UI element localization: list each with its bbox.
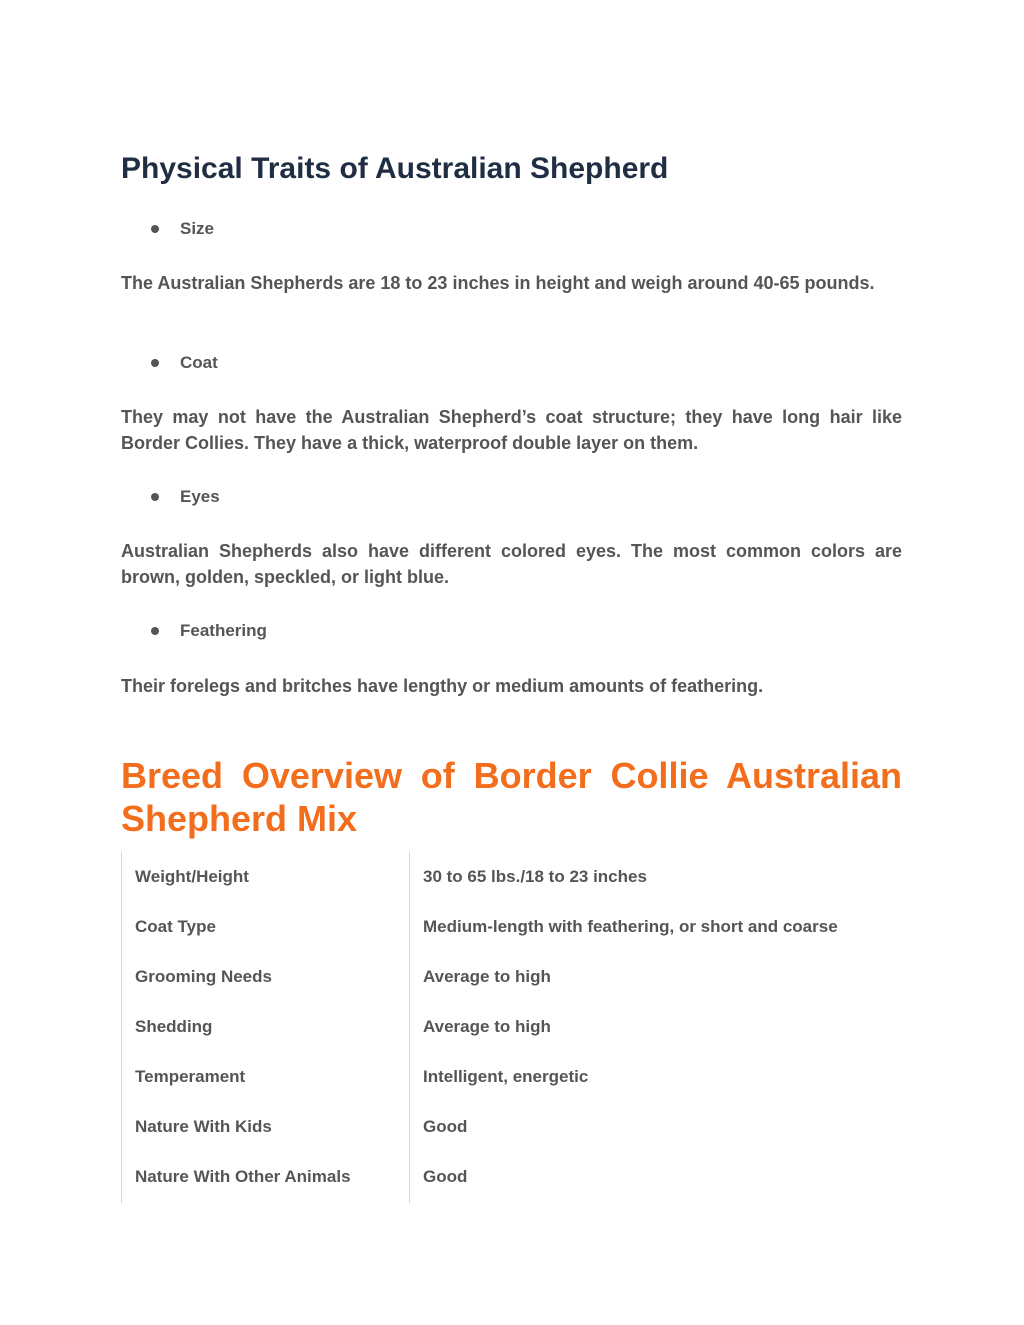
- bullet-coat: [151, 353, 218, 373]
- breed-overview-table: [121, 852, 902, 1203]
- bullet-eyes: [151, 487, 220, 507]
- table-row: [121, 902, 902, 952]
- feathering-paragraph: Their forelegs and britches have lengthy or medium amounts of feathering.: [121, 676, 764, 696]
- table-key: Shedding: [135, 1017, 213, 1036]
- bullet-dot-icon: [151, 627, 159, 635]
- table-key: Weight/Height: [135, 867, 249, 886]
- bullet-label: Size: [180, 219, 215, 238]
- table-value: Good: [423, 1117, 468, 1136]
- physical-traits-heading: Physical Traits of Australian Shepherd: [121, 152, 669, 185]
- table-value: Medium-length with feathering, or short and coarse: [423, 917, 838, 936]
- breed-overview-heading: Breed Overview of Border Collie Australian Shepherd Mix: [121, 755, 902, 839]
- table-value: Good: [423, 1167, 468, 1186]
- size-paragraph: The Australian Shepherds are 18 to 23 inches in height and weigh around 40-65 pounds.: [121, 273, 875, 293]
- coat-paragraph: They may not have the Australian Shepherd’s coat structure; they have long hair like Border Collies. They have a thick, waterproof double layer on them.: [121, 407, 902, 453]
- table-row: [121, 1002, 902, 1052]
- table-key: Nature With Kids: [135, 1117, 272, 1136]
- table-row: [121, 1102, 902, 1152]
- table-value: Average to high: [423, 967, 551, 986]
- bullet-size: [151, 219, 214, 239]
- eyes-paragraph: Australian Shepherds also have different colored eyes. The most common colors are brown, golden, speckled, or light blue.: [121, 541, 902, 587]
- table-key: Grooming Needs: [135, 967, 272, 986]
- table-row: [121, 952, 902, 1002]
- table-key: Nature With Other Animals: [135, 1167, 351, 1186]
- table-value: Average to high: [423, 1017, 551, 1036]
- table-value: 30 to 65 lbs./18 to 23 inches: [423, 867, 647, 886]
- table-value: Intelligent, energetic: [423, 1067, 589, 1086]
- bullet-feathering: [151, 621, 267, 641]
- table-row: [121, 1052, 902, 1102]
- bullet-label: Coat: [180, 353, 218, 372]
- bullet-dot-icon: [151, 225, 159, 233]
- bullet-dot-icon: [151, 359, 159, 367]
- table-row: [121, 1152, 902, 1202]
- bullet-label: Eyes: [180, 487, 220, 506]
- bullet-dot-icon: [151, 493, 159, 501]
- table-key: Temperament: [135, 1067, 246, 1086]
- bullet-label: Feathering: [180, 621, 267, 640]
- table-key: Coat Type: [135, 917, 216, 936]
- table-row: [121, 852, 902, 902]
